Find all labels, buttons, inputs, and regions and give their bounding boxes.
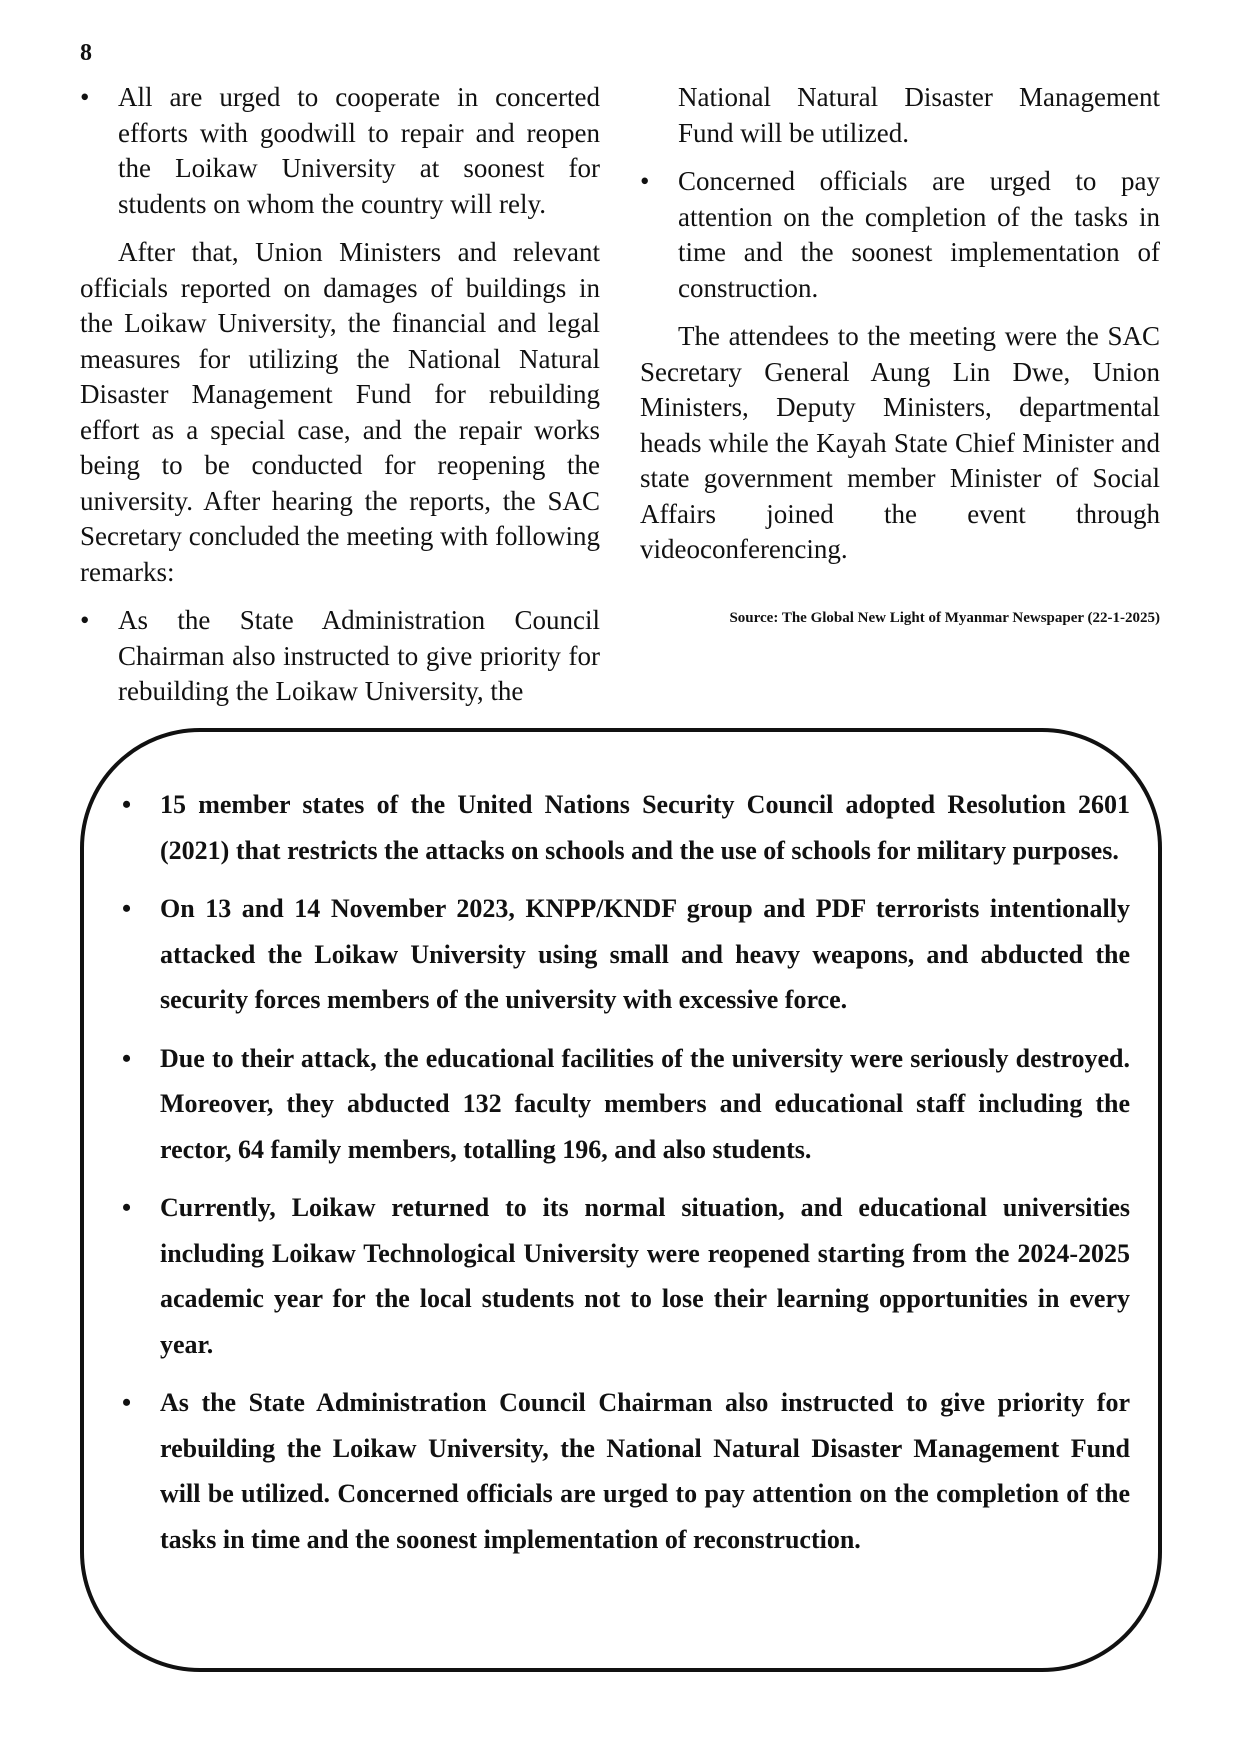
highlight-item-resolution: • 15 member states of the United Nations Security Council adopted Resolution 2601 (2021) that restricts the attacks on schools and the use of schools for military purposes. bbox=[120, 782, 1130, 873]
bullet-officials-attention: • Concerned officials are urged to pay attention on the completion of the tasks in time and the soonest implementation of construction. bbox=[640, 164, 1160, 306]
left-bullet-list-1 bbox=[80, 80, 600, 222]
highlight-box-list bbox=[120, 782, 1130, 1575]
right-bullet-list bbox=[640, 164, 1160, 306]
left-bullet-list-2 bbox=[80, 603, 600, 710]
source-citation: Source: The Global New Light of Myanmar Newspaper (22-1-2025) bbox=[729, 609, 1160, 626]
highlight-item-fund: • As the State Administration Council Chairman also instructed to give priority for rebuilding the Loikaw University, the National Natural Disaster Management Fund will be utilized. Concerned officials are urged to pay attention on the completion of the tasks in time and the soonest implementation of reconstruction. bbox=[120, 1380, 1130, 1562]
bullet-cooperate-reopen: • All are urged to cooperate in concerted efforts with goodwill to repair and reopen the Loikaw University at soonest for students on whom the country will rely. bbox=[80, 80, 600, 222]
bullet-chairman-priority-start: • As the State Administration Council Chairman also instructed to give priority for rebuilding the Loikaw University, the bbox=[80, 603, 600, 710]
highlight-item-attack: • On 13 and 14 November 2023, KNPP/KNDF group and PDF terrorists intentionally attacked the Loikaw University using small and heavy weapons, and abducted the security forces members of the university with excessive force. bbox=[120, 886, 1130, 1023]
page-number: 8 bbox=[80, 40, 92, 66]
left-column bbox=[80, 80, 600, 723]
paragraph-attendees: The attendees to the meeting were the SAC Secretary General Aung Lin Dwe, Union Ministers, Deputy Ministers, departmental heads while the Kayah State Chief Minister and state government member Minister of Social Affairs joined the event through videoconferencing. bbox=[640, 321, 1160, 564]
highlight-item-reopened: • Currently, Loikaw returned to its normal situation, and educational universities including Loikaw Technological University were reopened starting from the 2024-2025 academic year for the local students not to lose their learning opportunities in every year. bbox=[120, 1185, 1130, 1367]
paragraph-ministers-report: After that, Union Ministers and relevant officials reported on damages of buildings in the Loikaw University, the financial and legal measures for utilizing the National Natural Disaster Management Fund for rebuilding effort as a special case, and the repair works being to be conducted for reopening the university. After hearing the reports, the SAC Secretary concluded the meeting with following remarks: bbox=[80, 237, 600, 587]
highlight-item-abduction: • Due to their attack, the educational facilities of the university were seriously destroyed. Moreover, they abducted 132 faculty members and educational staff including the rector, 64 family members, totalling 196, and also students. bbox=[120, 1036, 1130, 1173]
bullet-chairman-priority-end: National Natural Disaster Management Fund will be utilized. bbox=[678, 82, 1160, 148]
right-column bbox=[640, 80, 1160, 628]
